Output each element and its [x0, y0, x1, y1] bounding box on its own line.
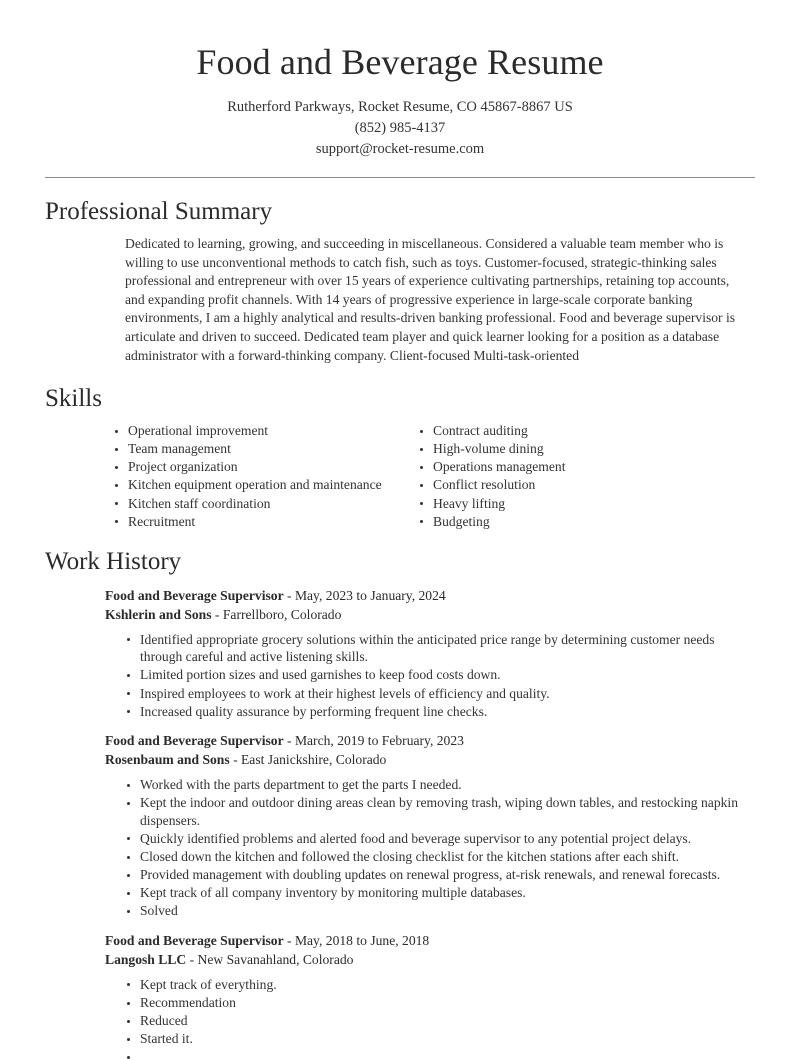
job-title: Food and Beverage Supervisor: [105, 932, 284, 948]
skill-item: Team management: [115, 440, 400, 458]
skills-list-right: [420, 422, 755, 530]
job-bullet: Limited portion sizes and used garnishes to keep food costs down.: [127, 666, 755, 684]
job-bullet: Inspired employees to work at their highest levels of efficiency and quality.: [127, 685, 755, 703]
skill-item: High-volume dining: [420, 440, 755, 458]
job-title-line: [105, 586, 755, 605]
skill-item: Kitchen equipment operation and maintenance: [115, 476, 400, 494]
skill-item: Kitchen staff coordination: [115, 495, 400, 513]
job-entry: [45, 931, 755, 1052]
job-dates: March, 2019 to February, 2023: [294, 733, 464, 749]
job-bullet: Kept track of everything.: [127, 976, 755, 994]
job-bullet: Reduced: [127, 1012, 755, 1030]
job-entry: [45, 731, 755, 920]
job-location: New Savanahland, Colorado: [197, 951, 354, 967]
job-separator: -: [283, 932, 295, 948]
job-bullet: Started it.: [127, 1030, 755, 1048]
skills-column-left: [45, 422, 400, 531]
contact-phone: (852) 985-4137: [354, 120, 446, 136]
contact-address: Rutherford Parkways, Rocket Resume, CO 45867-8867 US: [227, 99, 573, 115]
job-bullet: Quickly identified problems and alerted food and beverage supervisor to any potential project delays.: [127, 830, 755, 848]
job-bullet: Increased quality assurance by performing frequent line checks.: [127, 703, 755, 721]
section-heading-summary: Professional Summary: [45, 198, 273, 225]
job-company: Rosenbaum and Sons: [105, 752, 230, 768]
work-history-list: [45, 586, 755, 1053]
skills-column-right: [400, 422, 755, 531]
job-bullet: Kept the indoor and outdoor dining areas clean by removing trash, wiping down tables, and restocking napkin dispensers.: [127, 794, 755, 829]
skill-item: Budgeting: [420, 513, 755, 531]
job-bullet: Identified appropriate grocery solutions within the anticipated price range by determining customer needs through careful and active listening skills.: [127, 631, 755, 666]
job-dates: May, 2023 to January, 2024: [294, 587, 446, 603]
job-separator: -: [283, 587, 295, 603]
section-heading-skills: Skills: [45, 385, 102, 413]
job-dates: May, 2018 to June, 2018: [294, 932, 430, 948]
skill-item: Operations management: [420, 458, 755, 476]
job-location: Farrellboro, Colorado: [222, 606, 342, 622]
job-separator: -: [186, 951, 198, 967]
job-bullet-clipped: [127, 1048, 755, 1052]
job-company-line: [105, 950, 755, 969]
resume-title: Food and Beverage Resume: [196, 42, 604, 82]
job-location: East Janickshire, Colorado: [241, 752, 387, 768]
skill-item: Project organization: [115, 458, 400, 476]
job-separator: -: [211, 606, 223, 622]
contact-block: [45, 97, 755, 160]
skill-item: Heavy lifting: [420, 495, 755, 513]
job-entry: [45, 586, 755, 720]
job-company-line: [105, 605, 755, 624]
skill-item: Contract auditing: [420, 422, 755, 440]
skills-columns: [45, 422, 755, 531]
job-title: Food and Beverage Supervisor: [105, 587, 284, 603]
contact-email: support@rocket-resume.com: [315, 141, 485, 157]
skills-list-left: [115, 422, 400, 530]
job-bullet-list: [105, 976, 755, 1052]
job-bullet-list: [105, 776, 755, 920]
job-separator: -: [229, 752, 241, 768]
summary-text: Dedicated to learning, growing, and succeeding in miscellaneous. Considered a valuable team member who is willing to use unconventional methods to catch fish, such as toys. Customer-focused, strategic-thinking sales professional and entrepreneur with over 15 years of experience cultivating partnerships, retaining top accounts, and expanding profit channels. With 14 years of progressive experience in large-scale corporate banking environments, I am a highly analytical and results-driven banking professional. Food and beverage supervisor is articulate and driven to succeed. Dedicated team player and quick learner looking for a position as a database administrator with a forward-thinking company. Client-focused Multi-task-oriented: [125, 236, 736, 363]
job-title-line: [105, 931, 755, 950]
job-company-line: [105, 750, 755, 769]
job-bullet: Recommendation: [127, 994, 755, 1012]
job-bullet: Kept track of all company inventory by monitoring multiple databases.: [127, 884, 755, 902]
job-bullet: Worked with the parts department to get the parts I needed.: [127, 776, 755, 794]
job-bullet: Solved: [127, 902, 755, 920]
job-bullet-list: [105, 631, 755, 720]
skill-item: Conflict resolution: [420, 476, 755, 494]
section-heading-work-history: Work History: [45, 547, 182, 575]
job-bullet: Closed down the kitchen and followed the closing checklist for the kitchen stations after each shift.: [127, 848, 755, 866]
header-divider: [45, 177, 755, 178]
job-company: Kshlerin and Sons: [105, 606, 212, 622]
job-company: Langosh LLC: [105, 951, 187, 967]
job-title: Food and Beverage Supervisor: [105, 733, 284, 749]
job-title-line: [105, 731, 755, 750]
skill-item: Recruitment: [115, 513, 400, 531]
job-separator: -: [283, 733, 295, 749]
skill-item: Operational improvement: [115, 422, 400, 440]
job-bullet: Provided management with doubling updates on renewal progress, at-risk renewals, and renewal forecasts.: [127, 866, 755, 884]
